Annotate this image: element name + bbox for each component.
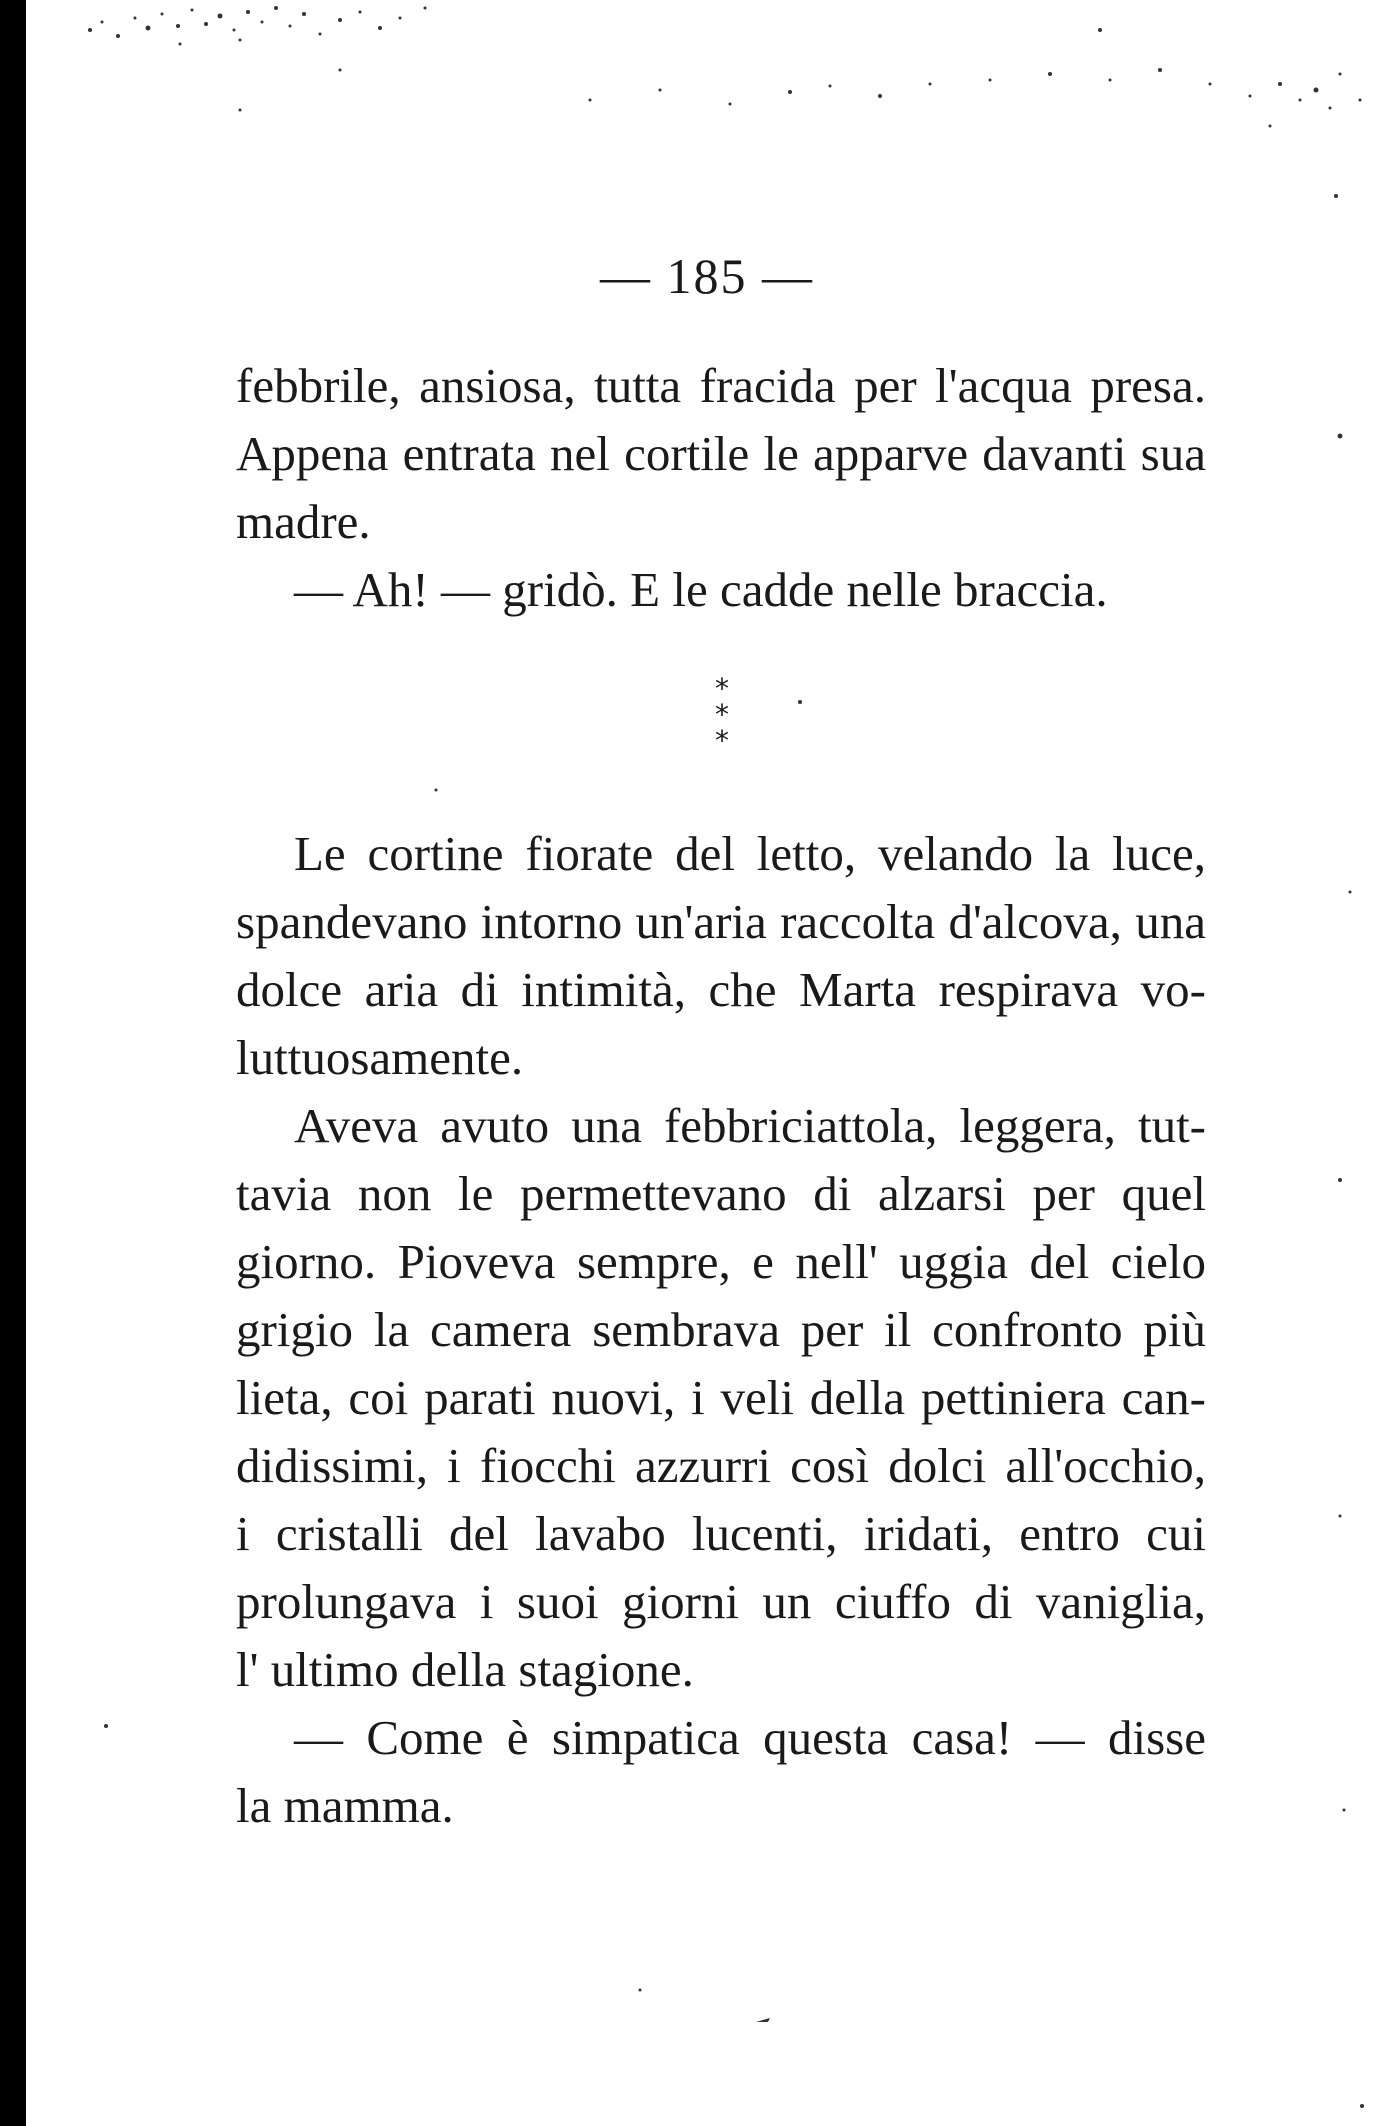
text-line: l' ultimo della stagione. <box>236 1642 694 1697</box>
text-line: tavia non le permettevano di alzarsi per quel <box>236 1166 1206 1221</box>
text-line: Appena entrata nel cortile le apparve davanti sua <box>236 426 1206 481</box>
section-break-asterism <box>686 672 758 757</box>
text-line: — Come è simpatica questa casa! — disse <box>294 1710 1206 1765</box>
text-line: madre. <box>236 494 371 549</box>
text-line: giorno. Pioveva sempre, e nell' uggia del cielo <box>236 1234 1206 1289</box>
text-line: dolce aria di intimità, che Marta respirava vo- <box>236 962 1206 1017</box>
paragraph-block-2 <box>236 820 1206 1840</box>
text-line: la mamma. <box>236 1778 454 1833</box>
text-line: didissimi, i fiocchi azzurri così dolci all'occhio, <box>236 1438 1206 1493</box>
text-line: prolungava i suoi giorni un ciuffo di vaniglia, <box>236 1574 1206 1629</box>
asterism-top: * <box>715 672 729 705</box>
text-line: grigio la camera sembrava per il confronto più <box>236 1302 1206 1357</box>
asterism-bottom: * * <box>715 698 743 757</box>
text-line: febbrile, ansiosa, tutta fracida per l'acqua presa. <box>236 358 1206 413</box>
page-number: — 185 — <box>600 248 814 304</box>
text-line: Le cortine fiorate del letto, velando la luce, <box>294 826 1206 881</box>
paragraph-block-1 <box>236 352 1206 624</box>
scan-noise-top <box>30 0 1370 140</box>
binding-edge <box>0 0 26 2126</box>
text-line: — Ah! — gridò. E le cadde nelle braccia. <box>294 562 1108 617</box>
text-line: spandevano intorno un'aria raccolta d'alcova, una <box>236 894 1206 949</box>
text-line: i cristalli del lavabo lucenti, iridati, entro cui <box>236 1506 1206 1561</box>
text-line: Aveva avuto una febbriciattola, leggera, tut- <box>294 1098 1206 1153</box>
text-line: luttuosamente. <box>236 1030 524 1085</box>
text-line: lieta, coi parati nuovi, i veli della pettiniera can- <box>236 1370 1206 1425</box>
